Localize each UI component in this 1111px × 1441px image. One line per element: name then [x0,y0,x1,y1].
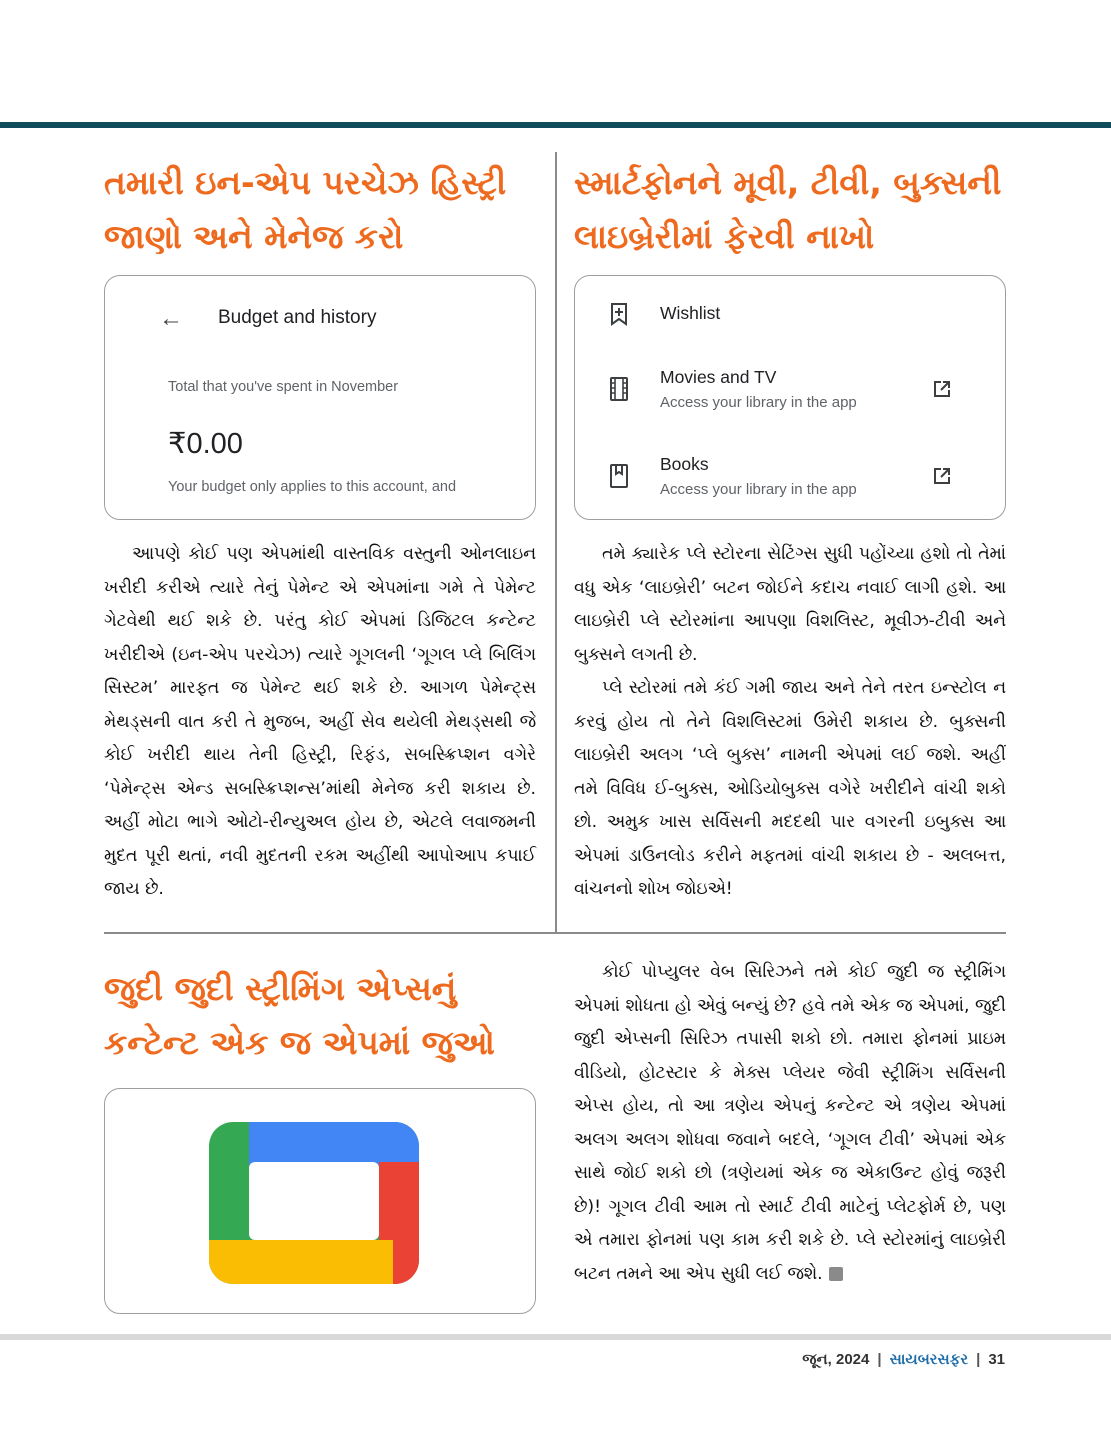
section2-heading: સ્માર્ટફોનને મૂવી, ટીવી, બુક્સની લાઇબ્રેરીમાં ફેરવી નાખો [574,163,1002,256]
bottom-rule [0,1334,1111,1340]
wishlist-bookmark-icon [609,302,629,326]
section2-body-paragraph-1: તમે ક્યારેક પ્લે સ્ટોરના સેટિંગ્સ સુધી પહોંચ્યા હશો તો તેમાં વધુ એક ‘લાઇબ્રેરી’ બટન જોઈને કદાચ નવાઈ લાગી હશે. આ લાઇબ્રેરી પ્લે સ્ટોરમાંના આપણા વિશલિસ્ટ, મૂવીઝ-ટીવી અને બુક્સને લગતી છે. [574,544,1006,665]
column-divider [555,152,557,932]
spent-amount: ₹0.00 [168,428,243,460]
section1-body: આપણે કોઈ પણ એપમાંથી વાસ્તવિક વસ્તુની ઓનલાઇન ખરીદી કરીએ ત્યારે તેનું પેમેન્ટ એ એપમાંના ગમે તે પેમેન્ટ ગેટવેથી થઈ શકે છે. પરંતુ કોઈ એપમાં ડિજિટલ કન્ટેન્ટ ખરીદીએ (ઇન-એપ પરચેઝ) ત્યારે ગૂગલની ‘ગૂગલ પ્લે બિલિંગ સિસ્ટમ’ મારફત જ પેમેન્ટ થઈ શકે છે. આગળ પેમેન્ટ્સ મેથડ્સની વાત કરી તે મુજબ, અહીં સેવ થયેલી મેથડ્સથી જે કોઈ ખરીદી થાય તેની હિસ્ટ્રી, રિફંડ, સબસ્ક્રિપ્શન વગેરે ‘પેમેન્ટ્સ એન્ડ સબસ્ક્રિપ્શન્સ’માંથી મેનેજ કરી શકાય છે. અહીં મોટા ભાગે ઓટો-રીન્યુઅલ હોય છે, એટલે લવાજમની મુદત પૂરી થતાં, નવી મુદતની રકમ અહીંથી આપોઆપ કપાઈ જાય છે. [104,544,536,899]
movies-subtitle: Access your library in the app [660,394,857,411]
logo-screen [249,1162,379,1240]
footer-date: જૂન, 2024 [802,1351,870,1368]
google-tv-logo-icon [209,1122,419,1284]
section3-body [574,956,1006,1291]
books-subtitle: Access your library in the app [660,481,857,498]
movies-film-icon [609,377,629,401]
budget-note: Your budget only applies to this account, and [168,479,457,495]
top-rule [0,122,1111,128]
open-external-icon [933,467,951,485]
back-arrow-icon: ← [159,305,183,332]
footer-magazine: સાયબરસફર [889,1351,969,1368]
footer-page-number: 31 [988,1351,1005,1368]
section1-heading: તમારી ઇન-એપ પરચેઝ હિસ્ટ્રી જાણો અને મેનેજ કરો [104,163,507,256]
books-icon [609,464,629,488]
end-mark-icon [829,1267,843,1281]
budget-history-screenshot [104,275,536,520]
books-title: Books [660,454,709,474]
budget-title: Budget and history [218,307,377,328]
page-footer: જૂન, 2024 | સાયબરસફર | 31 [802,1351,1005,1368]
movies-title: Movies and TV [660,367,777,387]
row-divider [104,932,1006,934]
section3-body-text: કોઈ પોપ્યુલર વેબ સિરિઝને તમે કોઈ જુદી જ સ્ટ્રીમિંગ એપમાં શોધતા હો એવું બન્યું છે? હવે તમે એક જ એપમાં, જુદી જુદી એપ્સની સિરિઝ તપાસી શકો છો. તમારા ફોનમાં પ્રાઇમ વીડિયો, હોટસ્ટાર કે મેક્સ પ્લેયર જેવી સ્ટ્રીમિંગ સર્વિસની એપ્સ હોય, તો આ ત્રણેય એપનું કન્ટેન્ટ એ ત્રણેય એપમાં અલગ અલગ શોધવા જવાને બદલે, ‘ગૂગલ ટીવી’ એપમાં એક સાથે જોઈ શકો છો (ત્રણેયમાં એક જ એકાઉન્ટ હોવું જરૂરી છે)! ગૂગલ ટીવી આમ તો સ્માર્ટ ટીવી માટેનું પ્લેટફોર્મ છે, પણ એ તમારા ફોનમાં પણ કામ કરી શકે છે. પ્લે સ્ટોરમાંનું લાઇબ્રેરી બટન તમને આ એપ સુધી લઈ જશે. [574,962,1006,1284]
wishlist-label: Wishlist [660,303,721,323]
google-tv-logo-card [104,1088,536,1314]
open-external-icon [933,380,951,398]
library-screenshot [574,275,1006,520]
section2-body-paragraph-2: પ્લે સ્ટોરમાં તમે કંઈ ગમી જાય અને તેને તરત ઇન્સ્ટોલ ન કરવું હોય તો તેને વિશલિસ્ટમાં ઉમેરી શકાય છે. બુક્સની લાઇબ્રેરી અલગ ‘પ્લે બુક્સ’ નામની એપમાં લઈ જશે. અહીં તમે વિવિધ ઈ-બુક્સ, ઓડિયોબુક્સ વગેરે ખરીદીને વાંચી શકો છો. અમુક ખાસ સર્વિસની મદદથી પાર વગરની ઇબુક્સ આ એપમાં ડાઉનલોડ કરીને મફતમાં વાંચી શકાય છે - અલબત્ત, વાંચનનો શોખ જોઇએ! [574,678,1006,899]
logo-yellow-segment [209,1240,393,1284]
spent-label: Total that you've spent in November [168,379,399,395]
section3-heading: જુદી જુદી સ્ટ્રીમિંગ એપ્સનું કન્ટેન્ટ એક જ એપમાં જુઓ [104,969,495,1062]
